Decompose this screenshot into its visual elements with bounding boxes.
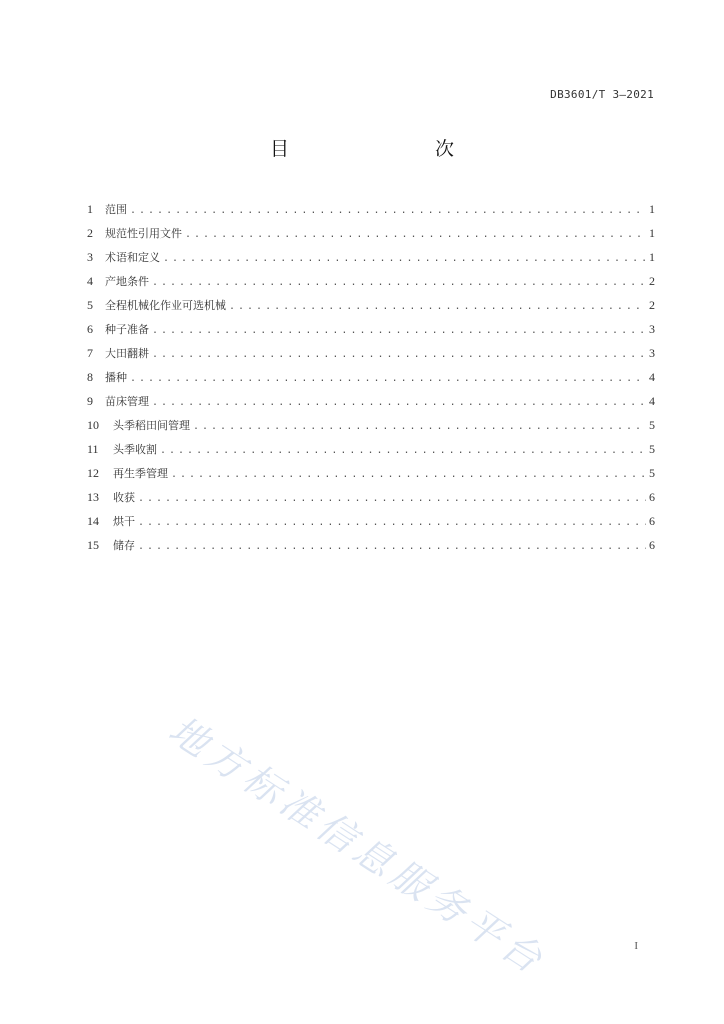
dot-leader bbox=[152, 322, 646, 340]
toc-entry-page: 2 bbox=[649, 274, 655, 288]
dot-leader bbox=[160, 442, 646, 460]
toc-entry-page: 2 bbox=[649, 298, 655, 312]
toc-entry-title: 苗床管理 bbox=[105, 395, 149, 408]
toc-entry-title: 产地条件 bbox=[105, 275, 149, 288]
toc-entry-14[interactable] bbox=[87, 512, 655, 536]
toc-entry-title: 播种 bbox=[105, 371, 127, 384]
dot-leader bbox=[152, 394, 646, 412]
toc-entry-page: 4 bbox=[649, 370, 655, 384]
document-code: DB3601/T 3—2021 bbox=[550, 88, 654, 101]
toc-entry-number: 9 bbox=[87, 394, 93, 408]
toc-entry-15[interactable] bbox=[87, 536, 655, 560]
toc-entry-7[interactable] bbox=[87, 344, 655, 368]
toc-entry-page: 5 bbox=[649, 418, 655, 432]
toc-entry-page: 4 bbox=[649, 394, 655, 408]
toc-entry-title: 种子准备 bbox=[105, 323, 149, 336]
toc-entry-title: 规范性引用文件 bbox=[105, 227, 182, 240]
toc-entry-number: 12 bbox=[87, 466, 99, 480]
toc-entry-page: 1 bbox=[649, 202, 655, 216]
toc-entry-number: 13 bbox=[87, 490, 99, 504]
toc-entry-12[interactable] bbox=[87, 464, 655, 488]
toc-entry-title: 再生季管理 bbox=[113, 467, 168, 480]
toc-entry-number: 6 bbox=[87, 322, 93, 336]
watermark: 地方标准信息服务平台 bbox=[161, 707, 555, 985]
toc-entry-8[interactable] bbox=[87, 368, 655, 392]
toc-entry-title: 收获 bbox=[113, 491, 135, 504]
page-number: I bbox=[634, 940, 638, 952]
toc-entry-title: 头季收割 bbox=[113, 443, 157, 456]
toc-entry-number: 15 bbox=[87, 538, 99, 552]
dot-leader bbox=[152, 346, 646, 364]
toc-entry-number: 3 bbox=[87, 250, 93, 264]
table-of-contents bbox=[87, 200, 655, 560]
toc-entry-page: 6 bbox=[649, 490, 655, 504]
toc-entry-title: 范围 bbox=[105, 203, 127, 216]
toc-entry-number: 10 bbox=[87, 418, 99, 432]
toc-entry-number: 11 bbox=[87, 442, 99, 456]
toc-entry-1[interactable] bbox=[87, 200, 655, 224]
dot-leader bbox=[152, 274, 646, 292]
toc-entry-9[interactable] bbox=[87, 392, 655, 416]
toc-entry-11[interactable] bbox=[87, 440, 655, 464]
dot-leader bbox=[163, 250, 646, 268]
dot-leader bbox=[130, 202, 646, 220]
toc-entry-page: 6 bbox=[649, 514, 655, 528]
toc-entry-number: 1 bbox=[87, 202, 93, 216]
dot-leader bbox=[171, 466, 646, 484]
toc-entry-number: 2 bbox=[87, 226, 93, 240]
dot-leader bbox=[193, 418, 646, 436]
toc-entry-13[interactable] bbox=[87, 488, 655, 512]
toc-entry-title: 烘干 bbox=[113, 515, 135, 528]
toc-entry-number: 14 bbox=[87, 514, 99, 528]
toc-entry-number: 8 bbox=[87, 370, 93, 384]
toc-entry-3[interactable] bbox=[87, 248, 655, 272]
toc-entry-title: 大田翻耕 bbox=[105, 347, 149, 360]
toc-entry-page: 5 bbox=[649, 466, 655, 480]
toc-entry-page: 5 bbox=[649, 442, 655, 456]
toc-entry-4[interactable] bbox=[87, 272, 655, 296]
toc-entry-title: 头季稻田间管理 bbox=[113, 419, 190, 432]
toc-entry-title: 储存 bbox=[113, 539, 135, 552]
toc-entry-page: 1 bbox=[649, 250, 655, 264]
toc-entry-page: 1 bbox=[649, 226, 655, 240]
toc-entry-10[interactable] bbox=[87, 416, 655, 440]
dot-leader bbox=[138, 538, 646, 556]
dot-leader bbox=[185, 226, 646, 244]
page-title: 目 次 bbox=[269, 138, 490, 160]
toc-entry-title: 术语和定义 bbox=[105, 251, 160, 264]
toc-entry-number: 4 bbox=[87, 274, 93, 288]
dot-leader bbox=[138, 490, 646, 508]
toc-entry-page: 3 bbox=[649, 346, 655, 360]
toc-entry-2[interactable] bbox=[87, 224, 655, 248]
dot-leader bbox=[130, 370, 646, 388]
toc-entry-6[interactable] bbox=[87, 320, 655, 344]
dot-leader bbox=[229, 298, 646, 316]
toc-entry-page: 3 bbox=[649, 322, 655, 336]
toc-entry-number: 5 bbox=[87, 298, 93, 312]
toc-entry-page: 6 bbox=[649, 538, 655, 552]
toc-entry-title: 全程机械化作业可选机械 bbox=[105, 299, 226, 312]
toc-entry-5[interactable] bbox=[87, 296, 655, 320]
toc-entry-number: 7 bbox=[87, 346, 93, 360]
dot-leader bbox=[138, 514, 646, 532]
